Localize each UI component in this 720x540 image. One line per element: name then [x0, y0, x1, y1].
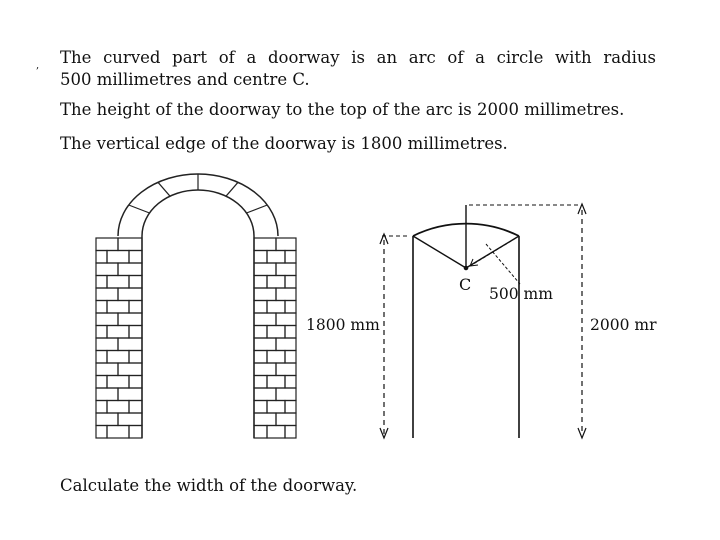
brick [267, 301, 285, 314]
intro-line-1: The curved part of a doorway is an arc of a circle with radius [60, 48, 656, 67]
brick [107, 301, 129, 314]
brick [118, 413, 142, 426]
height-label: 2000 mr [590, 316, 657, 334]
brick [254, 338, 276, 351]
brick [254, 263, 276, 276]
brick [129, 401, 142, 414]
brick [129, 251, 142, 264]
brick [107, 251, 129, 264]
brick [285, 301, 296, 314]
brick [254, 276, 267, 289]
brick [107, 276, 129, 289]
brick [96, 401, 107, 414]
brick [267, 426, 285, 439]
brick [276, 313, 296, 326]
height-statement: The height of the doorway to the top of the arc is 2000 millimetres. [60, 100, 625, 119]
brick [276, 413, 296, 426]
brick [254, 401, 267, 414]
brick [254, 426, 267, 439]
brick [276, 363, 296, 376]
brick [96, 313, 118, 326]
brick [96, 338, 118, 351]
stray-mark: , [36, 60, 40, 71]
brick [96, 263, 118, 276]
brick [276, 263, 296, 276]
brick [96, 426, 107, 439]
brick [129, 376, 142, 389]
brick [267, 276, 285, 289]
brick [285, 351, 296, 364]
centre-point [464, 266, 468, 270]
brick [276, 238, 296, 251]
brick [129, 326, 142, 339]
brick [96, 413, 118, 426]
brick [96, 288, 118, 301]
brick [107, 326, 129, 339]
brick [267, 376, 285, 389]
brick [254, 238, 276, 251]
brick [96, 251, 107, 264]
brick [129, 301, 142, 314]
brick [267, 401, 285, 414]
brick [254, 326, 267, 339]
brick [254, 251, 267, 264]
brick [276, 338, 296, 351]
brick [254, 313, 276, 326]
brick [285, 326, 296, 339]
edge-dim-arrows [380, 234, 388, 438]
brick [96, 238, 118, 251]
brick [254, 288, 276, 301]
brick [254, 301, 267, 314]
brick [96, 326, 107, 339]
brick [254, 376, 267, 389]
brick [107, 351, 129, 364]
brick [129, 426, 142, 439]
brick [107, 376, 129, 389]
brick [129, 276, 142, 289]
brick [118, 388, 142, 401]
brick [118, 363, 142, 376]
intro-line-2: 500 millimetres and centre C. [60, 70, 310, 89]
arch-stone-joint [129, 205, 150, 213]
brick-doorway-drawing [96, 174, 296, 438]
brick [118, 338, 142, 351]
brick [285, 376, 296, 389]
brick [254, 363, 276, 376]
arch-inner-curve [142, 190, 254, 236]
brick [96, 276, 107, 289]
brick [267, 251, 285, 264]
centre-label: C [459, 275, 472, 294]
brick [267, 326, 285, 339]
brick [96, 388, 118, 401]
brick [285, 426, 296, 439]
brick [129, 351, 142, 364]
brick [107, 401, 129, 414]
brick [96, 351, 107, 364]
brick [276, 288, 296, 301]
brick [285, 401, 296, 414]
radius-label: 500 mm [489, 285, 553, 303]
brick [96, 363, 118, 376]
brick [118, 288, 142, 301]
brick [276, 388, 296, 401]
brick [267, 351, 285, 364]
brick [118, 263, 142, 276]
edge-statement: The vertical edge of the doorway is 1800 millimetres. [60, 134, 508, 153]
brick [254, 413, 276, 426]
geometric-doorway-diagram [380, 204, 586, 438]
brick [254, 351, 267, 364]
brick [107, 426, 129, 439]
arch-stone-joint [247, 205, 268, 213]
arch-stone-joint [226, 182, 238, 196]
brick [285, 251, 296, 264]
edge-length-label: 1800 mm [306, 316, 380, 334]
brick [118, 238, 142, 251]
arch-stone-joint [158, 182, 170, 196]
brick [285, 276, 296, 289]
brick [96, 376, 107, 389]
brick [96, 301, 107, 314]
radius-leader-line [486, 244, 520, 284]
brick [254, 388, 276, 401]
brick [118, 313, 142, 326]
radius-to-left [413, 236, 466, 268]
question: Calculate the width of the doorway. [60, 476, 358, 495]
